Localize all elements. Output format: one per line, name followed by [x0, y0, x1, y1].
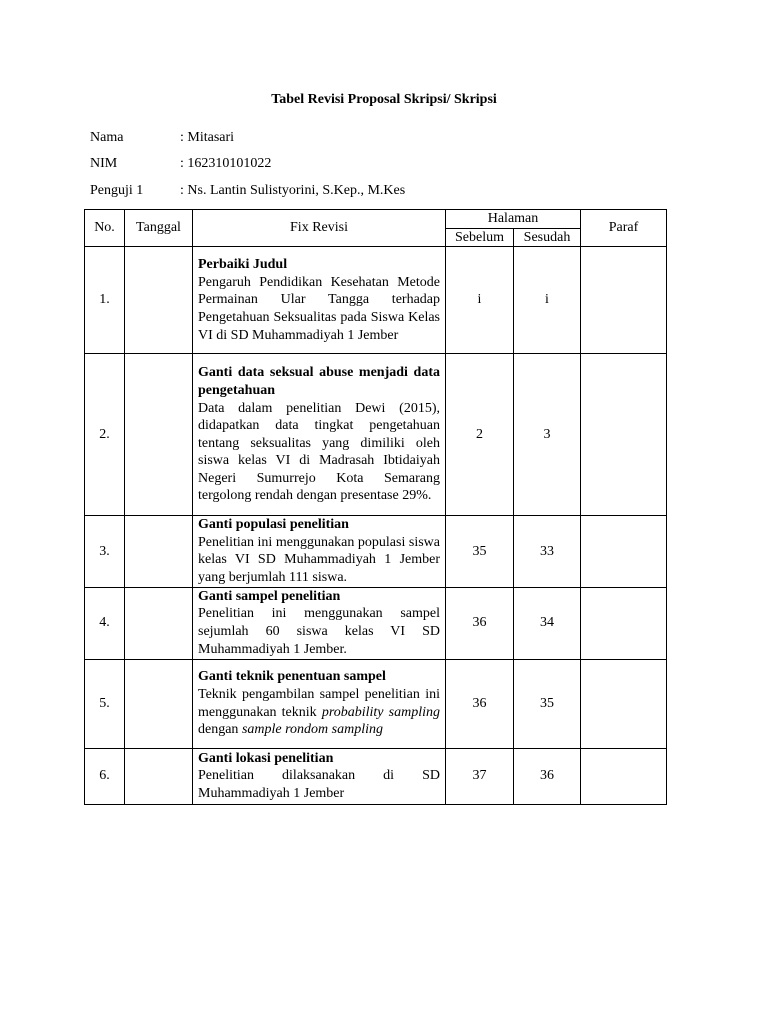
revisi-body: Pengaruh Pendidikan Kesehatan Metode Permainan Ular Tangga terhadap Pengetahuan Seksualitas pada Siswa Kelas VI di SD Muhammadiyah 1 Jember [198, 274, 440, 343]
row-tanggal [125, 659, 193, 748]
row-paraf [581, 659, 667, 748]
revisi-title: Ganti lokasi penelitian [198, 750, 334, 766]
table-row [85, 516, 667, 587]
header-fix-revisi: Fix Revisi [193, 210, 446, 247]
row-no: 6. [85, 748, 125, 804]
header-halaman: Halaman [446, 210, 581, 229]
revisi-title: Ganti populasi penelitian [198, 517, 349, 533]
row-paraf [581, 587, 667, 659]
revisi-title: Ganti sampel penelitian [198, 588, 341, 604]
meta-label: NIM [90, 156, 118, 171]
row-sebelum: 36 [446, 587, 514, 659]
row-sesudah: i [514, 247, 581, 354]
revisi-italic-term: sample rondom sampling [241, 722, 383, 738]
row-sesudah: 34 [514, 587, 581, 659]
meta-label: Penguji 1 [90, 183, 144, 198]
revisi-body: Data dalam penelitian Dewi (2015), didapatkan data tingkat pengetahuan tentang seksualitas yang dimiliki oleh siswa kelas VI di Madrasah Ibtidaiyah Negeri Sumurrejo Kota Semarang tergolong rendah dengan presentase 29%. [198, 400, 440, 504]
row-revisi [193, 748, 446, 804]
row-revisi [193, 587, 446, 659]
meta-value: : Ns. Lantin Sulistyorini, S.Kep., M.Kes [180, 183, 406, 198]
row-no: 3. [85, 516, 125, 587]
header-paraf: Paraf [581, 210, 667, 247]
revisi-title: Perbaiki Judul [198, 257, 288, 273]
row-no: 2. [85, 354, 125, 516]
row-tanggal [125, 354, 193, 516]
meta-label: Nama [90, 130, 124, 145]
row-paraf [581, 247, 667, 354]
revisi-text: Teknik pengambilan sampel penelitian ini menggunakan teknik [198, 686, 440, 720]
row-no: 4. [85, 587, 125, 659]
table-row [85, 748, 667, 804]
row-no: 5. [85, 659, 125, 748]
revisi-body: Penelitian dilaksanakan di SD Muhammadiyah 1 Jember [198, 768, 440, 801]
meta-value: : Mitasari [180, 130, 235, 145]
row-tanggal [125, 247, 193, 354]
table-row [85, 659, 667, 748]
table-row [85, 354, 667, 516]
header-no: No. [85, 210, 125, 247]
revisi-body: Penelitian ini menggunakan populasi siswa kelas VI SD Muhammadiyah 1 Jember yang berjumlah 111 siswa. [198, 534, 440, 585]
row-tanggal [125, 516, 193, 587]
revisi-text: dengan [198, 722, 242, 738]
row-sebelum: 36 [446, 659, 514, 748]
row-tanggal [125, 587, 193, 659]
row-sebelum: 37 [446, 748, 514, 804]
row-sesudah: 3 [514, 354, 581, 516]
row-revisi [193, 354, 446, 516]
page-title: Tabel Revisi Proposal Skripsi/ Skripsi [271, 92, 497, 107]
row-sebelum: 2 [446, 354, 514, 516]
row-revisi [193, 659, 446, 748]
row-revisi [193, 247, 446, 354]
revisi-title: Ganti data seksual abuse menjadi data pengetahuan [198, 365, 440, 398]
row-sesudah: 33 [514, 516, 581, 587]
header-sebelum: Sebelum [446, 228, 514, 247]
row-paraf [581, 516, 667, 587]
row-no: 1. [85, 247, 125, 354]
meta-value: : 162310101022 [180, 156, 272, 171]
row-sebelum: 35 [446, 516, 514, 587]
revisi-body [198, 686, 440, 739]
table-row [85, 587, 667, 659]
row-paraf [581, 748, 667, 804]
revisi-italic-term: probability sampling [321, 704, 440, 720]
header-sesudah: Sesudah [514, 228, 581, 247]
header-tanggal: Tanggal [125, 210, 193, 247]
row-sesudah: 35 [514, 659, 581, 748]
revision-table [84, 209, 667, 805]
row-revisi [193, 516, 446, 587]
revisi-title: Ganti teknik penentuan sampel [198, 669, 386, 685]
row-sesudah: 36 [514, 748, 581, 804]
table-row [85, 247, 667, 354]
revisi-body: Penelitian ini menggunakan sampel sejumlah 60 siswa kelas VI SD Muhammadiyah 1 Jember. [198, 606, 440, 657]
row-tanggal [125, 748, 193, 804]
row-paraf [581, 354, 667, 516]
row-sebelum: i [446, 247, 514, 354]
